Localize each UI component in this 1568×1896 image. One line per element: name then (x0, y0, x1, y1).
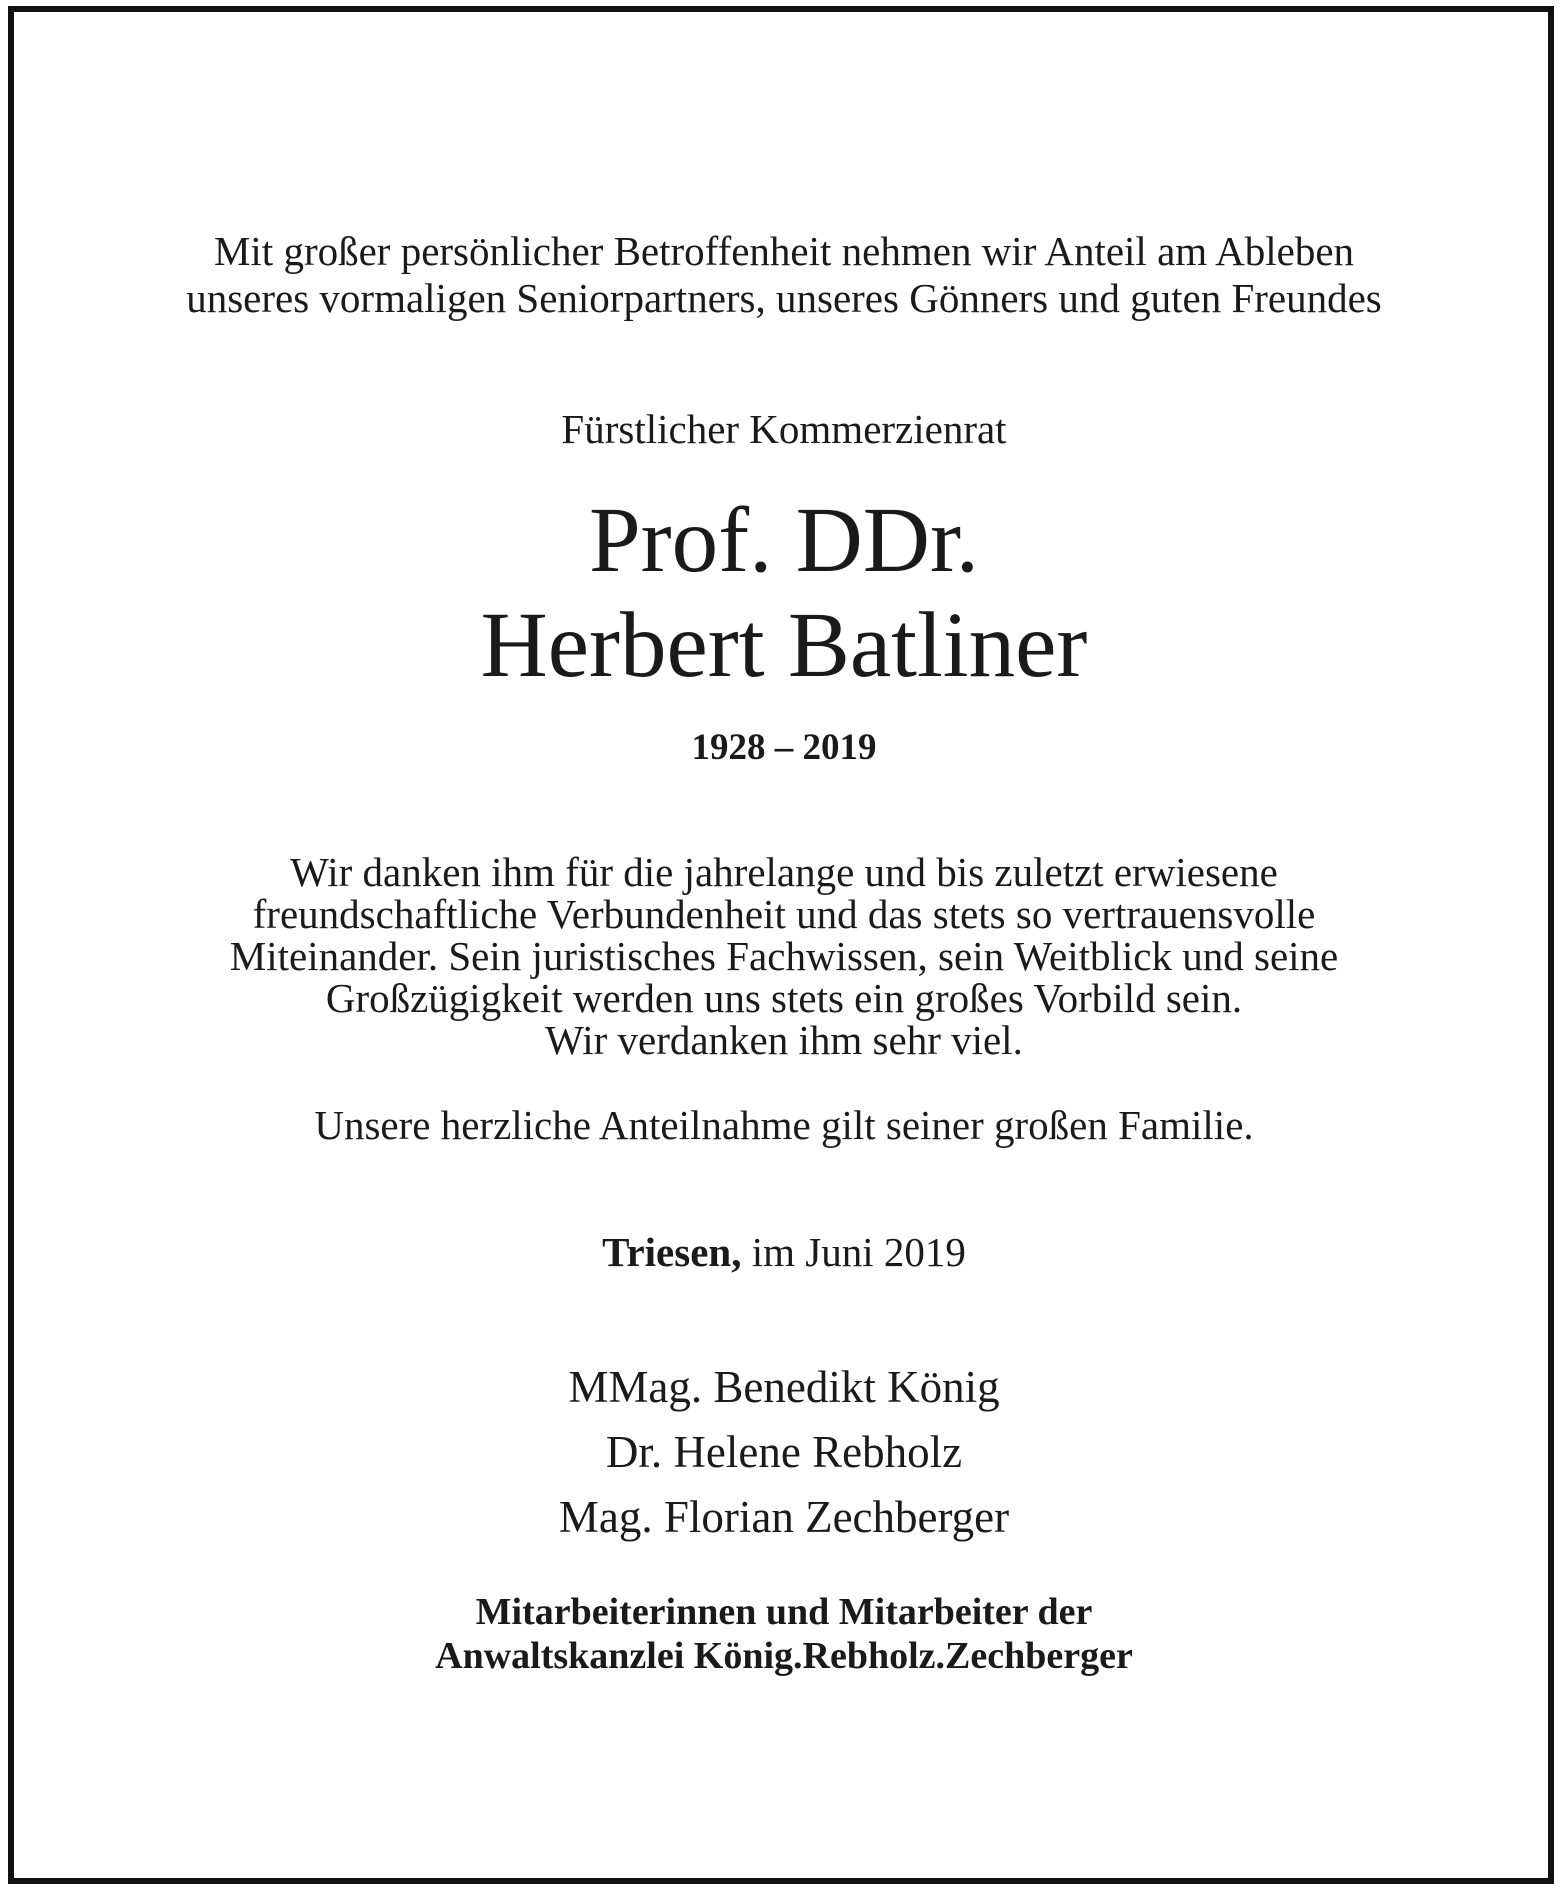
intro-text (0, 228, 1568, 322)
tribute-line: Wir verdanken ihm sehr viel. (545, 1017, 1023, 1063)
firm-line: Anwaltskanzlei König.Rebholz.Zechberger (435, 1635, 1133, 1677)
intro-line: unseres vormaligen Seniorpartners, unseres Gönners und guten Freundes (186, 275, 1382, 321)
tribute-line: Großzügigkeit werden uns stets ein großes Vorbild sein. (325, 975, 1243, 1021)
firm-staff (0, 1590, 1568, 1678)
tribute-line: freundschaftliche Verbundenheit und das stets so vertrauensvolle (252, 891, 1316, 937)
name-line: Prof. DDr. (588, 489, 980, 592)
tribute-text (0, 851, 1568, 1061)
name-line: Herbert Batliner (480, 594, 1088, 697)
intro-line: Mit großer persönlicher Betroffenheit nehmen wir Anteil am Ableben (213, 228, 1355, 274)
firm-line: Mitarbeiterinnen und Mitarbeiter der (475, 1591, 1093, 1633)
tribute-line: Wir danken ihm für die jahrelange und bis zuletzt erwiesene (290, 849, 1278, 895)
signatory-name: MMag. Benedikt König (568, 1362, 1000, 1412)
place-date (0, 1228, 1568, 1276)
date: im Juni 2019 (751, 1229, 966, 1275)
condolence-text: Unsere herzliche Anteilnahme gilt seiner großen Familie. (314, 1102, 1254, 1148)
tribute-line: Miteinander. Sein juristisches Fachwissen, sein Weitblick und seine (229, 933, 1339, 979)
honorary-title: Fürstlicher Kommerzienrat (561, 406, 1007, 452)
signatory-name: Dr. Helene Rebholz (605, 1427, 963, 1477)
signatories (0, 1355, 1568, 1550)
life-years: 1928 – 2019 (691, 727, 877, 768)
deceased-name (0, 488, 1568, 698)
signatory-name: Mag. Florian Zechberger (558, 1492, 1010, 1542)
place: Triesen, (602, 1229, 742, 1275)
